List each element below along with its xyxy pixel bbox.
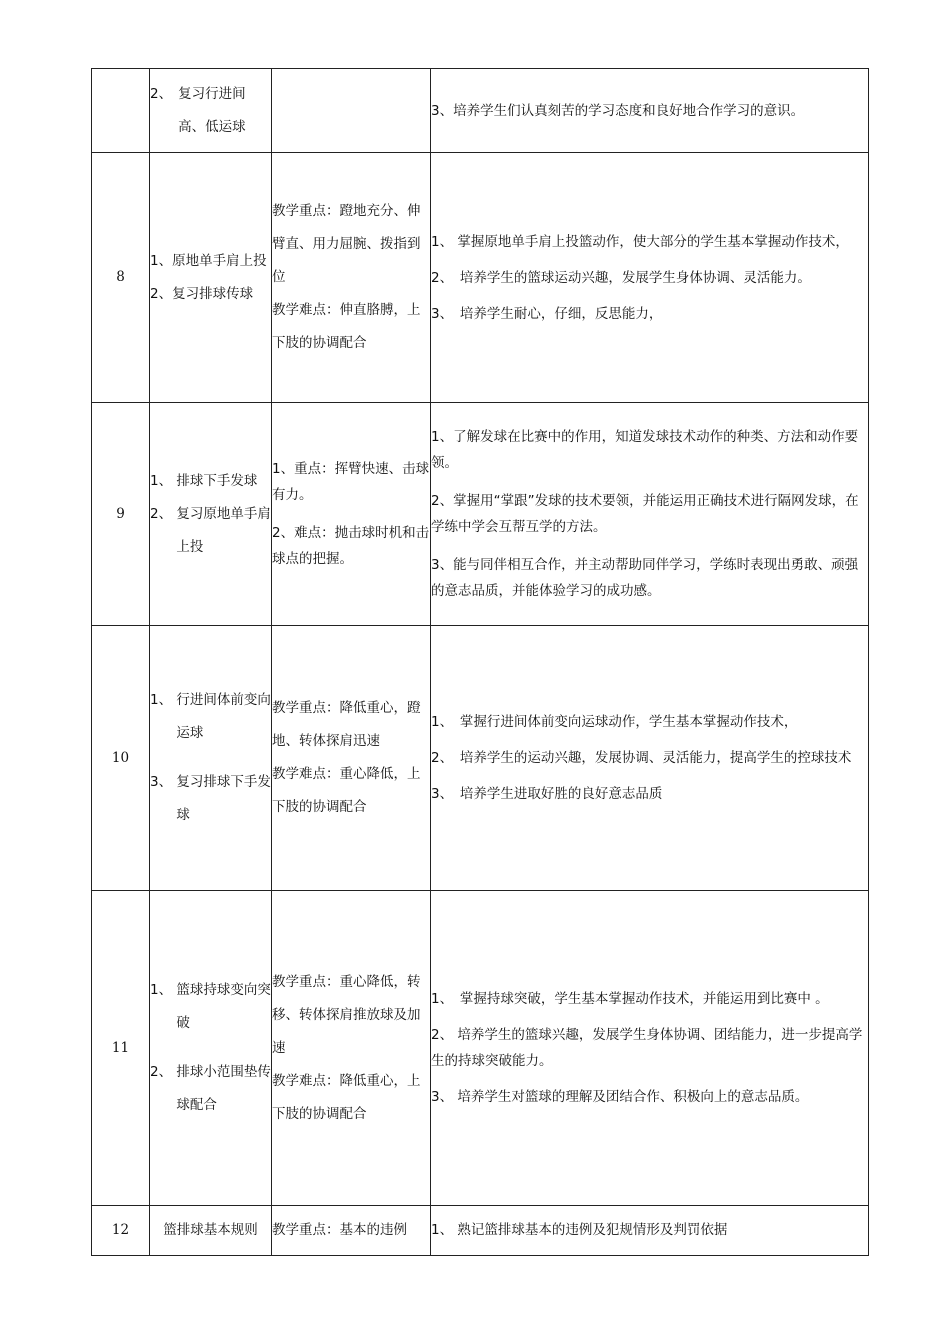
lesson-content-cell: [150, 1206, 272, 1256]
goal-item: 1、 掌握原地单手肩上投篮动作，使大部分的学生基本掌握动作技术，: [431, 233, 849, 250]
list-item: 1、 篮球持球变向突破: [150, 982, 271, 1031]
lesson-plan-table: [91, 68, 869, 1256]
key-point: 教学重点：基本的违例: [272, 1222, 407, 1238]
list-item: 2、 复习行进间高、低运球: [150, 85, 246, 135]
lesson-goals-cell: [431, 153, 869, 403]
table-row: [92, 626, 869, 891]
lesson-key-points-cell: [272, 626, 431, 891]
goal-item: 2、 培养学生的篮球运动兴趣，发展学生身体协调、灵活能力。: [431, 269, 811, 286]
key-point: 教学重点：降低重心，蹬地、转体探肩迅速: [272, 700, 421, 749]
key-point: 教学难点：伸直胳膊，上下肢的协调配合: [272, 302, 421, 351]
lesson-key-points-cell: [272, 1206, 431, 1256]
key-point: 教学重点：蹬地充分、伸臂直、用力屈腕、拨指到位: [272, 203, 421, 285]
lesson-key-points-cell: [272, 153, 431, 403]
list-item: 1、 排球下手发球: [150, 472, 258, 489]
goal-item: 1、 掌握持球突破，学生基本掌握动作技术，并能运用到比赛中 。: [431, 991, 829, 1007]
lesson-number: [92, 69, 150, 153]
lesson-content-cell: [150, 891, 272, 1206]
lesson-goals-cell: [431, 891, 869, 1206]
lesson-key-points-cell: [272, 69, 431, 153]
lesson-content-cell: [150, 626, 272, 891]
lesson-goals-cell: [431, 626, 869, 891]
key-point: 教学难点：降低重心，上下肢的协调配合: [272, 1072, 421, 1122]
goal-item: 3、培养学生们认真刻苦的学习态度和良好地合作学习的意识。: [431, 102, 805, 119]
list-item: 3、 复习排球下手发球: [150, 774, 271, 823]
list-item: 2、 复习排球传球: [150, 285, 254, 302]
lesson-number: 10: [92, 626, 150, 891]
table-row: [92, 1206, 869, 1256]
goal-item: 3、能与同伴相互合作，并主动帮助同伴学习，学练时表现出勇敢、顽强的意志品质，并能体验学习的成功感。: [431, 557, 859, 599]
lesson-content-cell: [150, 153, 272, 403]
lesson-number: 12: [92, 1206, 150, 1256]
table-row: [92, 403, 869, 626]
goal-item: 3、 培养学生耐心，仔细，反思能力，: [431, 305, 663, 322]
lesson-number: 8: [92, 153, 150, 403]
lesson-number: 9: [92, 403, 150, 626]
lesson-number: 11: [92, 891, 150, 1206]
key-point: 教学重点：重心降低，转移、转体探肩推放球及加速: [272, 973, 421, 1056]
list-item: 篮排球基本规则: [163, 1222, 258, 1238]
table-row: [92, 69, 869, 153]
goal-item: 1、了解发球在比赛中的作用，知道发球技术动作的种类、方法和动作要领。: [431, 429, 859, 471]
lesson-content-cell: [150, 403, 272, 626]
goal-item: 1、 熟记篮排球基本的违例及犯规情形及判罚依据: [431, 1222, 728, 1238]
goal-item: 2、 培养学生的篮球兴趣，发展学生身体协调、团结能力，进一步提高学生的持球突破能力。: [431, 1027, 863, 1069]
table-row: [92, 153, 869, 403]
list-item: 1、 行进间体前变向运球: [150, 692, 271, 741]
key-point: 1、重点：挥臂快速、击球有力。: [272, 461, 430, 503]
goal-item: 3、 培养学生对篮球的理解及团结合作、积极向上的意志品质。: [431, 1089, 809, 1105]
table-row: [92, 891, 869, 1206]
key-point: 2、难点：抛击球时机和击球点的把握。: [272, 525, 430, 567]
lesson-key-points-cell: [272, 403, 431, 626]
list-item: 2、 排球小范围垫传球配合: [150, 1064, 271, 1113]
lesson-goals-cell: [431, 69, 869, 153]
goal-item: 3、 培养学生进取好胜的良好意志品质: [431, 786, 663, 802]
list-item: 2、 复习原地单手肩上投: [150, 505, 271, 555]
lesson-key-points-cell: [272, 891, 431, 1206]
list-item: 1、 原地单手肩上投: [150, 252, 267, 269]
key-point: 教学难点：重心降低，上下肢的协调配合: [272, 766, 421, 815]
goal-item: 2、掌握用“掌跟”发球的技术要领，并能运用正确技术进行隔网发球，在学练中学会互帮互学的方法。: [431, 493, 859, 535]
goal-item: 2、 培养学生的运动兴趣，发展协调、灵活能力，提高学生的控球技术: [431, 750, 852, 766]
lesson-content-cell: [150, 69, 272, 153]
goal-item: 1、 掌握行进间体前变向运球动作，学生基本掌握动作技术，: [431, 714, 798, 730]
lesson-goals-cell: [431, 403, 869, 626]
lesson-goals-cell: [431, 1206, 869, 1256]
